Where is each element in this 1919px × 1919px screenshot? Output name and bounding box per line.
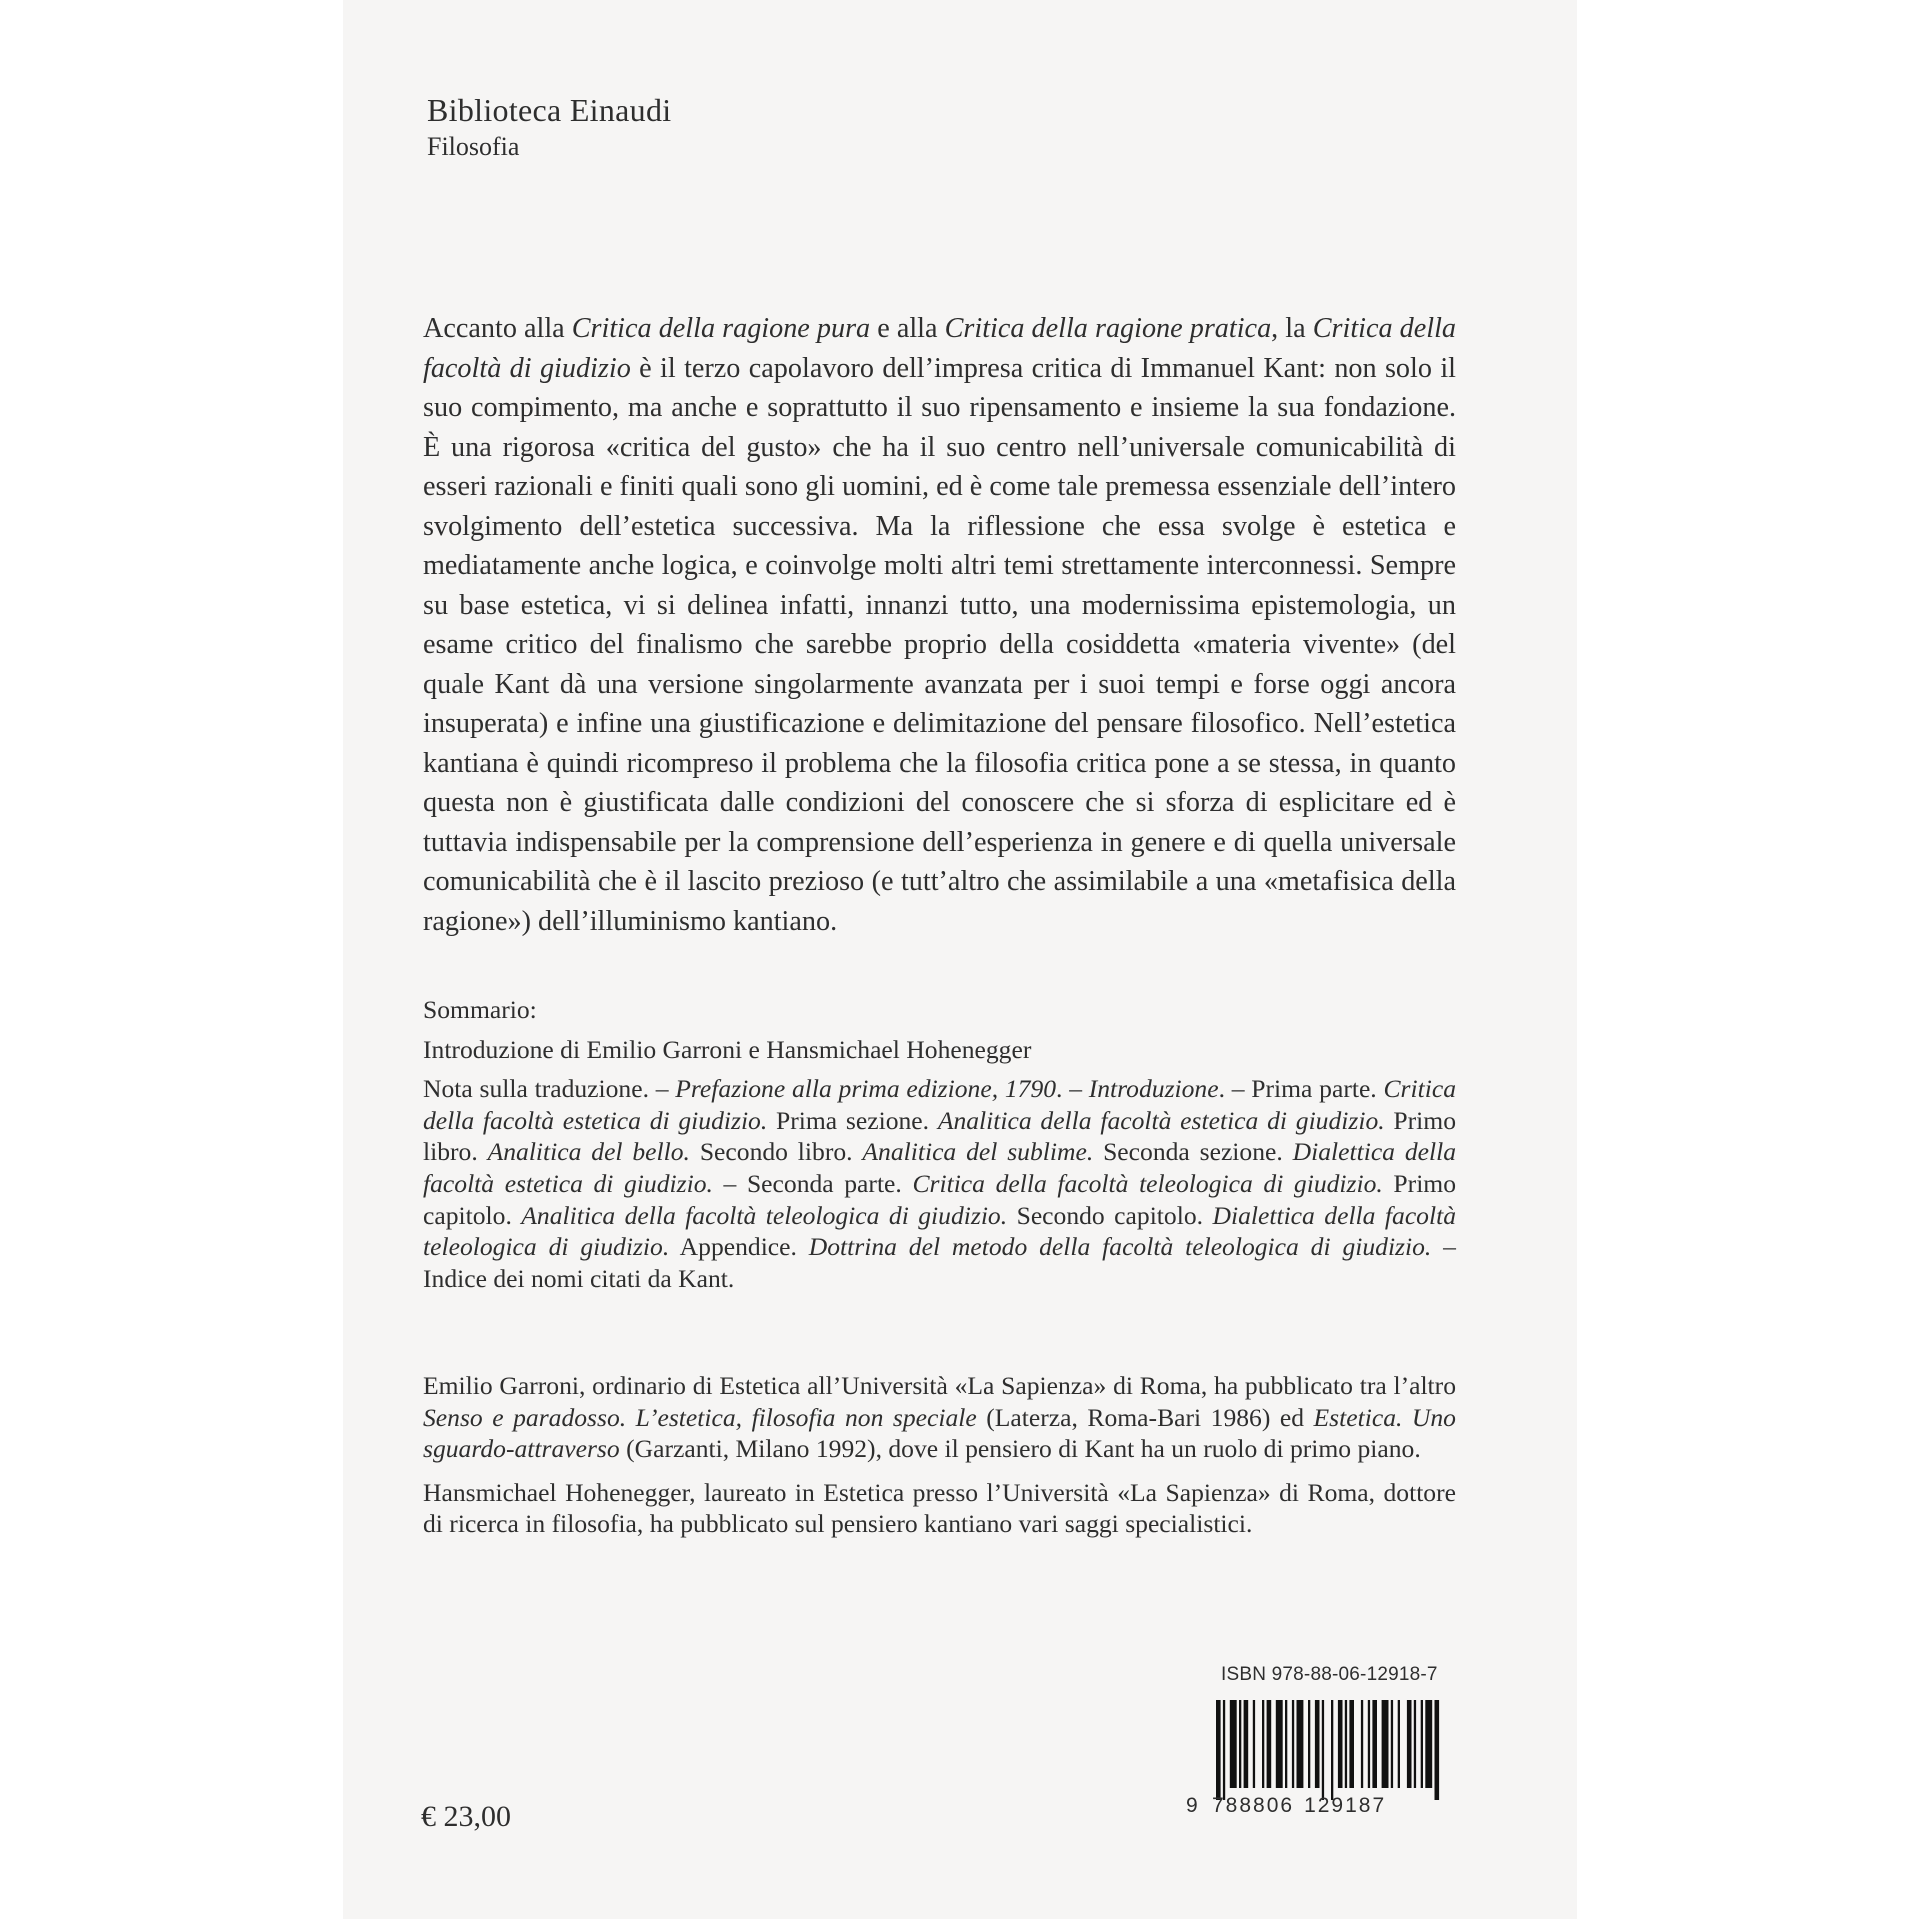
barcode-bar [1223,1700,1225,1800]
blurb-paragraph [423,309,1456,941]
barcode-digits-left: 788806 [1212,1794,1295,1817]
summary-text: Primo libro. [423,1105,1456,1167]
summary-title-ref: Analitica della facoltà teleologica di giudizio. [521,1200,1008,1230]
barcode-bar [1244,1700,1249,1788]
summary-title-ref: Introduzione [1088,1074,1219,1104]
barcode-block [1186,1664,1456,1818]
summary-body [423,1073,1456,1294]
summary-text: Primo capitolo. [423,1168,1457,1230]
barcode-bar [1421,1700,1423,1788]
summary-text: . – Prima parte. [1218,1074,1384,1104]
summary-title-ref: Dottrina del metodo della facoltà teleologica di giudizio. [808,1232,1432,1262]
blurb [423,309,1456,941]
barcode-bar [1308,1700,1310,1788]
summary-text: – Indice dei nomi citati da Kant. [423,1232,1456,1293]
barcode-bar [1372,1700,1377,1788]
barcode-bar [1407,1700,1412,1788]
summary-text: Secondo libro. [689,1137,863,1167]
summary-title: Sommario: [423,995,537,1024]
summary-text: Nota sulla traduzione. – [423,1074,676,1104]
barcode-bar [1253,1700,1255,1788]
price: € 23,00 [421,1800,511,1833]
summary-title-ref: Analitica del bello. [487,1137,690,1167]
bio-garroni [423,1370,1456,1465]
barcode-bar [1345,1700,1347,1788]
bio-text: (Laterza, Roma-Bari 1986) ed [976,1402,1314,1432]
barcode-bar [1338,1700,1343,1788]
author-bios [423,1370,1456,1552]
summary-title-ref: Dialettica della facoltà estetica di giudizio. [423,1137,1456,1198]
barcode-bar [1292,1700,1294,1788]
barcode-bar [1315,1700,1320,1788]
summary-text: Appendice. [669,1232,809,1262]
barcode-digits [1186,1794,1456,1818]
summary-title-ref: Analitica del sublime. [862,1137,1094,1167]
barcode-bar [1368,1700,1370,1788]
barcode-bar [1435,1700,1440,1800]
barcode-bar [1322,1700,1324,1800]
barcode-bar [1262,1700,1264,1788]
blurb-title: Critica della ragione pura [571,313,871,344]
barcode-bar [1398,1700,1400,1788]
summary-text: Prima sezione. [767,1105,938,1135]
barcode-digit-first: 9 [1186,1794,1200,1817]
bio-title-ref: Senso e paradosso. L’estetica, filosofia non speciale [423,1402,977,1432]
isbn-label: ISBN 978-88-06-12918-7 [1221,1664,1438,1685]
blurb-text: e alla [870,313,945,344]
barcode-bar [1267,1700,1272,1788]
barcode-bar [1216,1700,1221,1800]
barcode-bar [1414,1700,1416,1788]
blurb-text: è il terzo capolavoro dell’impresa critica di Immanuel Kant: non solo il suo compimento, ma anche e soprattutto il suo ripensamento e insieme la sua fondazione. È una rigorosa «critica del gusto» che ha il suo centro nell’universale comunicabilità di esseri razionali e finiti quali sono gli uomini, ed è come tale premessa essenziale dell’intero svolgimento dell’estetica successiva. Ma la riflessione che essa svolge è estetica e mediatamente anche logica, e coinvolge molti altri temi strettamente interconnessi. Sempre su base estetica, vi si delinea infatti, innanzi tutto, una modernissima epistemologia, un esame critico del finalismo che sarebbe proprio della cosiddetta «materia vivente» (del quale Kant dà una versione singolarmente avanzata per i suoi tempi e forse oggi ancora insuperata) e infine una giustificazione e delimitazione del pensare filosofico. Nell’estetica kantiana è quindi ricompreso il problema che la filosofia critica pone a se stessa, in quanto questa non è giustificata dalle condizioni del conoscere che si sforza di esplicitare ed è tuttavia indispensabile per la comprensione dell’esperienza in genere e di quella universale comunicabilità che è il lascito prezioso (e tutt’altro che assimilabile a una «metafisica della ragione») dell’illuminismo kantiano. [423,352,1456,937]
summary-text: Secondo capitolo. [1007,1200,1213,1230]
bio-hohenegger: Hansmichael Hohenegger, laureato in Estetica presso l’Università «La Sapienza» di Roma, dottore di ricerca in filosofia, ha pubblicato sul pensiero kantiano vari saggi specialistici. [423,1477,1456,1539]
summary-text: – Seconda parte. [712,1168,913,1198]
barcode-bar [1285,1700,1287,1788]
summary-title-ref: Critica della facoltà teleologica di giudizio. [912,1168,1383,1198]
barcode-bar [1230,1700,1237,1788]
blurb-text: Accanto alla [423,313,572,344]
summary-title-ref: Analitica della facoltà estetica di giudizio. [937,1105,1385,1135]
summary-text: Seconda sezione. [1093,1137,1293,1167]
table-of-contents [423,994,1456,1294]
barcode-bar [1361,1700,1363,1788]
blurb-title: Critica della facoltà di giudizio [423,313,1457,384]
blurb-text: , la [1271,313,1313,344]
barcode-bar [1391,1700,1393,1788]
barcode-bar [1331,1700,1333,1800]
barcode-bar [1239,1700,1241,1788]
bio-title-ref: Estetica. Uno sguardo-attraverso [423,1402,1456,1464]
book-back-cover [343,0,1577,1919]
summary-title-ref: Prefazione alla prima edizione, 1790 [675,1074,1057,1104]
barcode-bars [1186,1700,1456,1800]
summary-title-ref: Critica della facoltà estetica di giudizio. [423,1074,1456,1135]
bio-text: (Garzanti, Milano 1992), dove il pensiero di Kant ha un ruolo di primo piano. [619,1434,1421,1464]
bio-text: Emilio Garroni, ordinario di Estetica all’Università «La Sapienza» di Roma, ha pubblicato tra l’altro [423,1371,1456,1400]
series-name: Biblioteca Einaudi [427,92,672,128]
summary-text: . – [1056,1074,1089,1104]
barcode-bar [1349,1700,1354,1788]
barcode-bar [1297,1700,1304,1788]
series-header [427,92,671,164]
barcode-bar [1276,1700,1283,1788]
series-subject: Filosofia [427,132,520,161]
barcode-bar [1425,1700,1432,1788]
barcode-bar [1382,1700,1389,1788]
summary-intro: Introduzione di Emilio Garroni e Hansmichael Hohenegger [423,1034,1032,1064]
summary-title-ref: Dialettica della facoltà teleologica di giudizio. [423,1200,1456,1262]
barcode-digits-right: 129187 [1304,1794,1387,1817]
blurb-title: Critica della ragione pratica [944,313,1272,344]
